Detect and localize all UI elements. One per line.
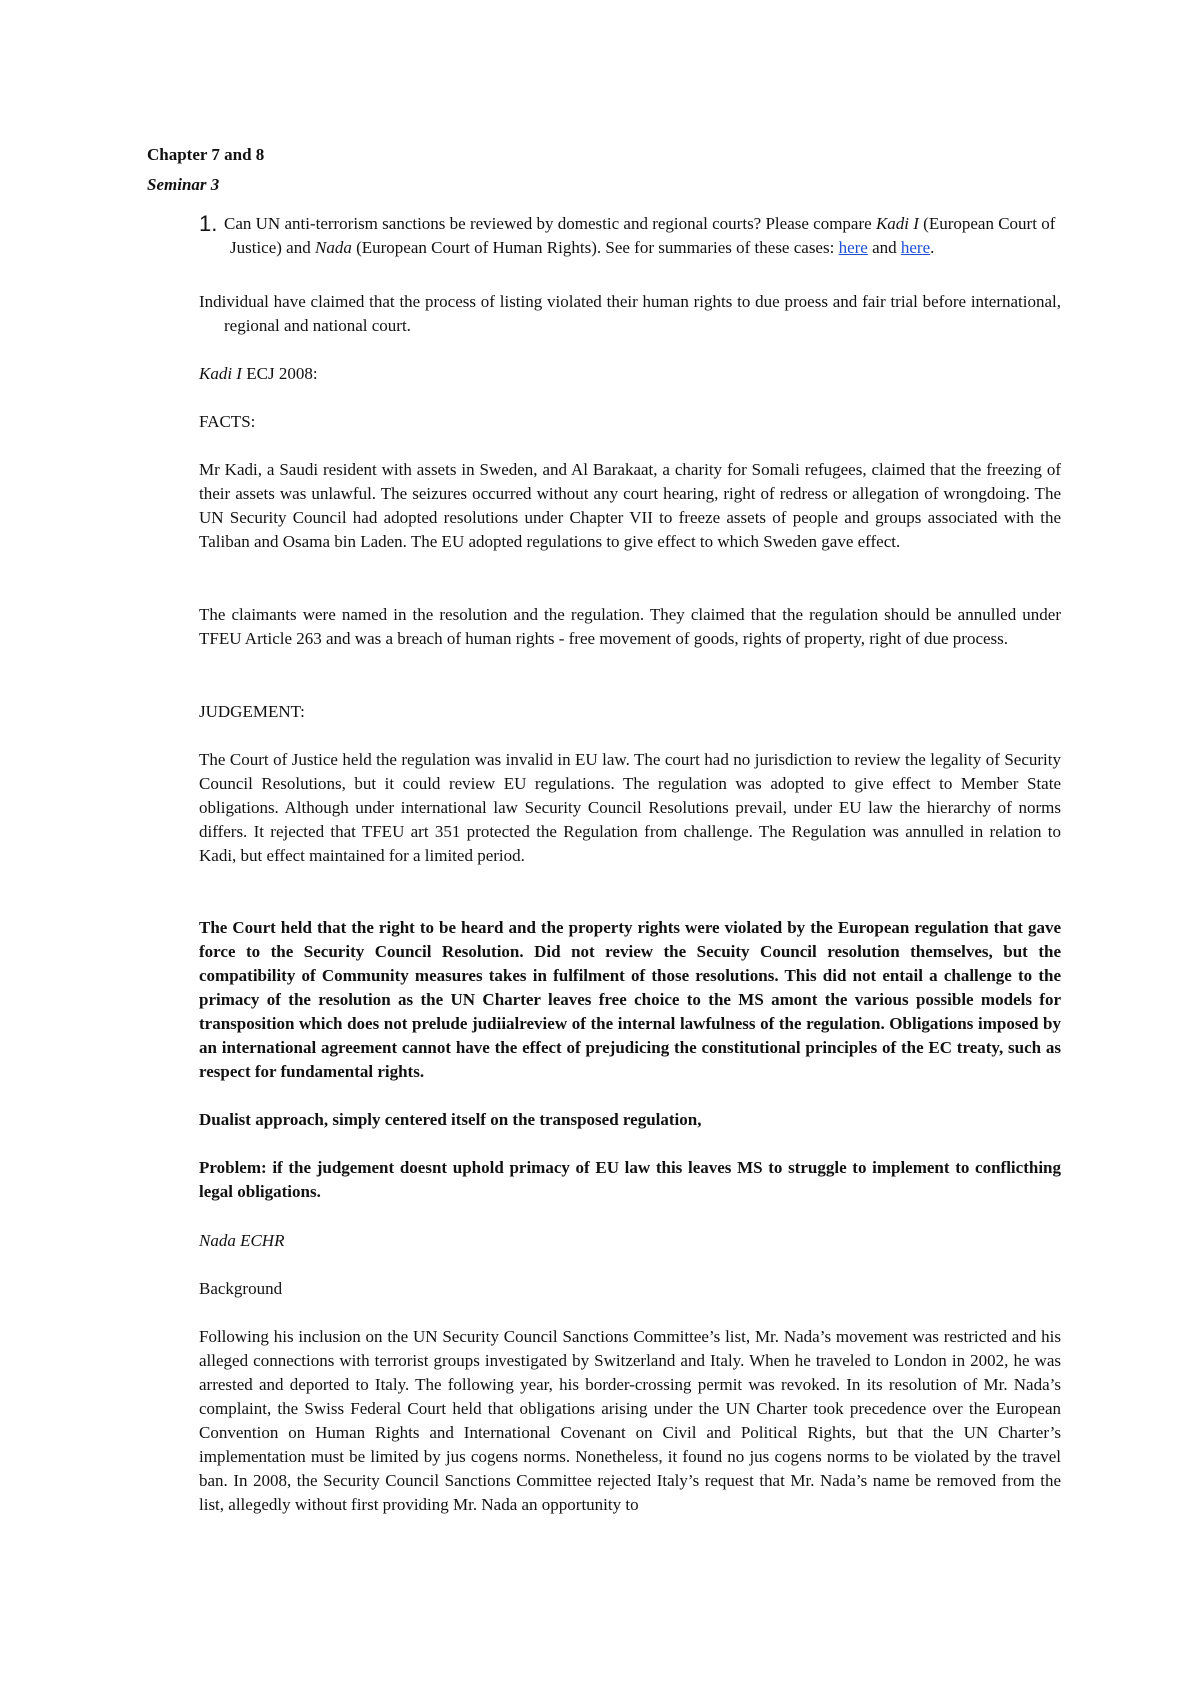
seminar-title: Seminar 3 [147, 175, 220, 194]
question-1 [199, 212, 1061, 260]
question-text [199, 212, 1061, 260]
intro-paragraph: Individual have claimed that the process of listing violated their human rights to due proess and fair trial before international, regional and national court. [199, 292, 1061, 335]
claimants-paragraph: The claimants were named in the resolution and the regulation. They claimed that the regulation should be annulled under TFEU Article 263 and was a breach of human rights - free movement of goods, rights of property, right of due process. [199, 605, 1061, 648]
kadi-heading-case: Kadi I [199, 364, 242, 383]
case-name-kadi: Kadi I [875, 214, 919, 233]
question-text-part: Can UN anti-terrorism sanctions be reviewed by domestic and regional courts? Please compare [224, 214, 876, 233]
question-text-part: and [867, 238, 901, 257]
problem-paragraph: Problem: if the judgement doesnt uphold primacy of EU law this leaves MS to struggle to implement to conflicthing legal obligations. [199, 1158, 1061, 1201]
nada-heading: Nada ECHR [199, 1231, 285, 1250]
summary-link-1[interactable]: here [838, 238, 868, 257]
judgement-paragraph: The Court of Justice held the regulation was invalid in EU law. The court had no jurisdiction to review the legality of Security Council Resolutions, but it could review EU regulations. The regulation was adopted to give effect to Member State obligations. Although under international law Security Council Resolutions prevail, under EU law the hierarchy of norms differs. It rejected that TFEU art 351 protected the Regulation from challenge. The Regulation was annulled in relation to Kadi, but effect maintained for a limited period. [199, 750, 1061, 865]
case-name-nada: Nada [314, 238, 352, 257]
question-text-part: (European Court of Human Rights). See for summaries of these cases: [351, 238, 839, 257]
nada-background-paragraph: Following his inclusion on the UN Security Council Sanctions Committee’s list, Mr. Nada’s movement was restricted and his alleged connections with terrorist groups investigated by Switzerland and Italy. When he traveled to London in 2002, he was arrested and deported to Italy. The following year, his border-crossing permit was revoked. In its resolution of Mr. Nada’s complaint, the Swiss Federal Court held that obligations arising under the UN Charter took precedence over the European Convention on Human Rights and International Covenant on Civil and Political Rights, but that the UN Charter’s implementation must be limited by jus cogens norms. Nonetheless, it found no jus cogens norms to be violated by the travel ban. In 2008, the Security Council Sanctions Committee rejected Italy’s request that Mr. Nada’s name be removed from the list, allegedly without first providing Mr. Nada an opportunity to [199, 1327, 1061, 1514]
kadi-heading-rest: ECJ 2008: [241, 364, 318, 383]
court-held-paragraph: The Court held that the right to be heard and the property rights were violated by the European regulation that gave force to the Security Council Resolution. Did not review the Secuity Council resolution themselves, but the compatibility of Community measures takes in fulfilment of those resolutions. This did not entail a challenge to the primacy of the resolution as the UN Charter leaves free choice to the MS amont the various possible models for transposition which does not prelude judiialreview of the internal lawfulness of the regulation. Obligations imposed by an international agreement cannot have the effect of prejudicing the constitutional principles of the EC treaty, such as respect for fundamental rights. [199, 918, 1061, 1081]
summary-link-2[interactable]: here [900, 238, 931, 257]
facts-heading: FACTS: [199, 412, 256, 431]
question-text-part: . [930, 238, 935, 257]
question-text-part: (European Court of Justice) and [230, 214, 1056, 257]
chapter-title: Chapter 7 and 8 [147, 145, 265, 164]
dualist-paragraph: Dualist approach, simply centered itself on the transposed regulation, [199, 1110, 702, 1129]
facts-paragraph: Mr Kadi, a Saudi resident with assets in Sweden, and Al Barakaat, a charity for Somali refugees, claimed that the freezing of their assets was unlawful. The seizures occurred without any court hearing, right of redress or allegation of wrongdoing. The UN Security Council had adopted resolutions under Chapter VII to freeze assets of people and groups associated with the Taliban and Osama bin Laden. The EU adopted regulations to give effect to which Sweden gave effect. [199, 460, 1061, 551]
judgement-heading: JUDGEMENT: [199, 702, 305, 721]
background-heading: Background [199, 1279, 283, 1298]
kadi-heading [199, 362, 1061, 386]
question-number: 1. [199, 211, 218, 236]
